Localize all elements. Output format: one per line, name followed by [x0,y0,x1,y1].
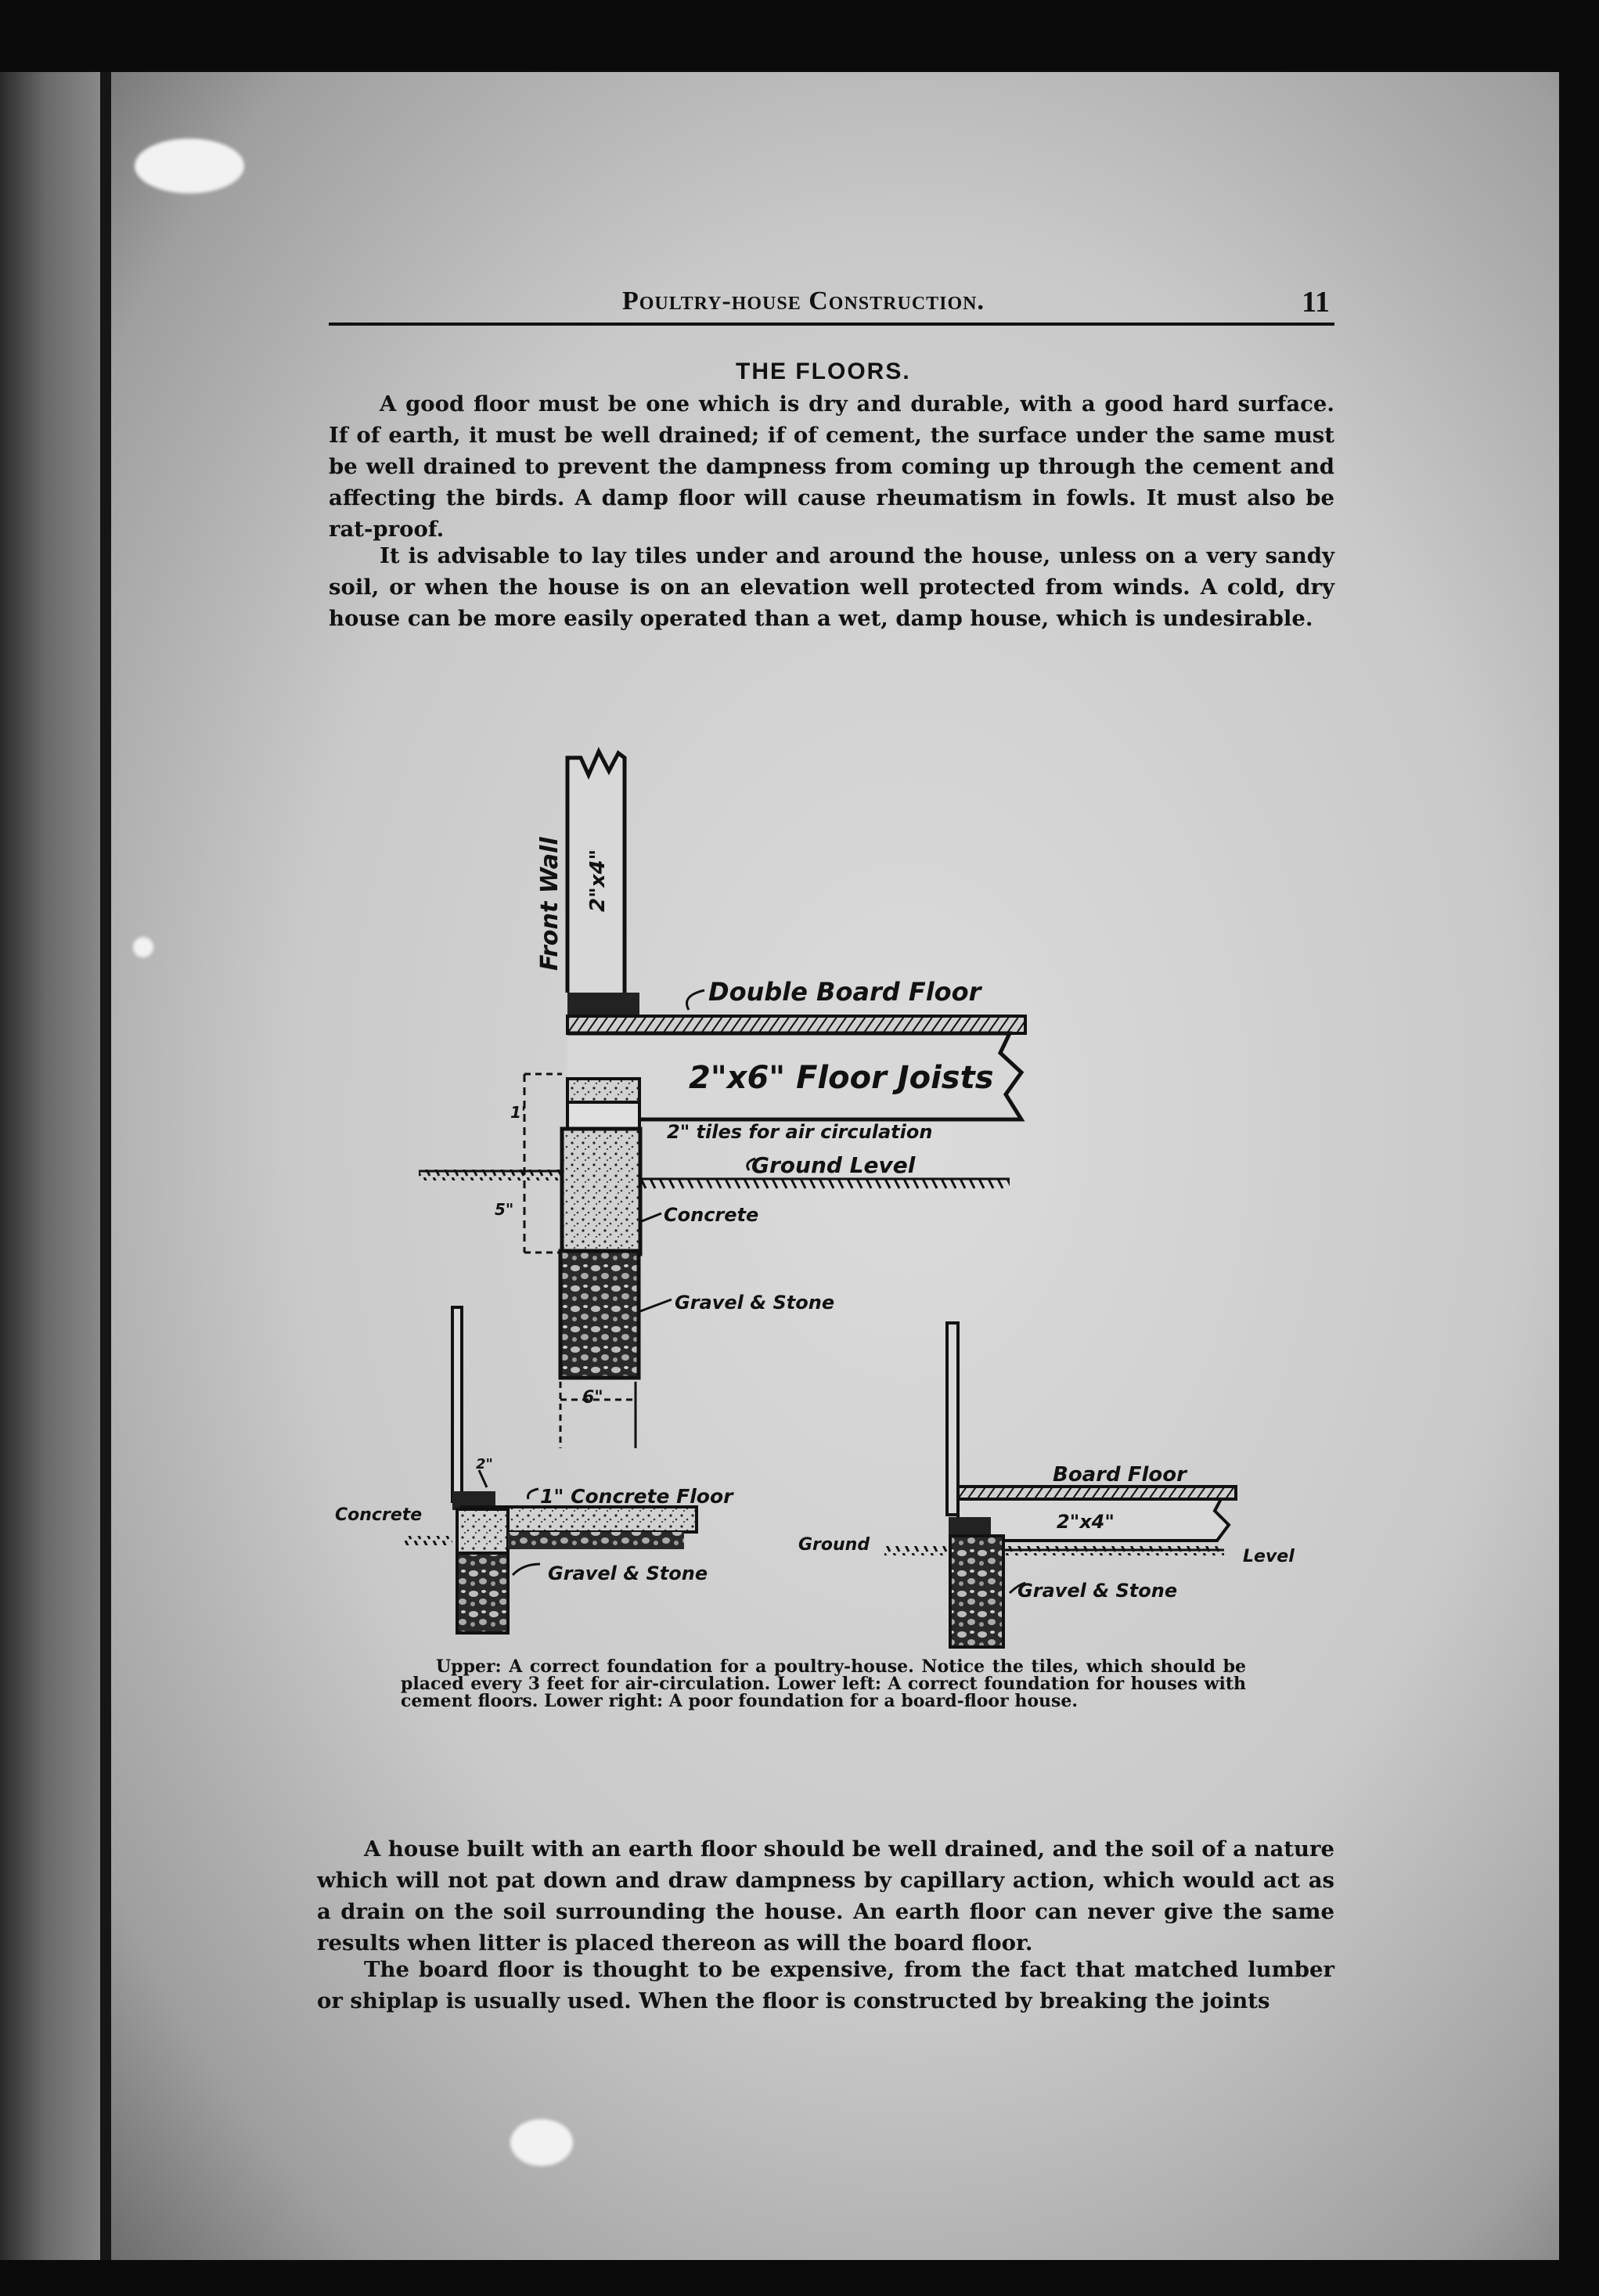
paragraph: It is advisable to lay tiles under and around the house, unless on a very sandy soil, or when the house is on an elevation well protected from winds. A cold, dry house can be more easily operated than a wet, damp house, which is undesirable. [329,543,1334,631]
tile-gap [567,1102,639,1129]
wall-board [947,1323,958,1515]
label-gravel-stone: Gravel & Stone [1017,1580,1178,1602]
lower-right-foundation [798,1323,1295,1647]
dim-label-mid: 5" [495,1200,514,1219]
gravel-footing [560,1251,639,1378]
dim-label-width: 6" [582,1388,603,1408]
label-ground-level: Ground Level [751,1152,916,1178]
sill-block [567,993,639,1016]
lower-left-foundation [335,1307,734,1633]
label-floor-joists: 2"x6" Floor Joists [689,1060,994,1096]
wall-board [452,1307,462,1501]
ground-line-left [884,1546,950,1555]
double-board-floor [567,1016,1025,1033]
running-head: Poultry-house Construction. [622,287,985,315]
label-front-wall: Front Wall [536,837,564,971]
upper-foundation [419,752,1025,1448]
gravel-under-slab [508,1532,684,1549]
concrete-foundation [457,1509,508,1555]
paragraph: A house built with an earth floor should be well drained, and the soil of a nature which will not pat down and draw dampness by capillary action, which would act as a drain on the soil surrounding the house. An earth floor can never give the same results when litter is placed thereon as will the board floor. [317,1836,1334,1955]
label-gravel-stone: Gravel & Stone [675,1292,835,1314]
label-tiles: 2" tiles for air circulation [667,1121,933,1143]
label-board-floor: Board Floor [1053,1463,1187,1487]
label-concrete: Concrete [335,1505,423,1525]
section-title: THE FLOORS. [736,359,911,384]
label-ground: Ground [798,1535,870,1555]
board-floor [958,1487,1236,1499]
paragraph: A good floor must be one which is dry and durable, with a good hard surface. If of earth, it must be well drained; if of cement, the surface under the same must be well drained to prevent the dampness from coming up through the cement and affecting the birds. A damp floor will cause rheumatism in fowls. It must also be rat-proof. [329,391,1334,542]
paragraph: The board floor is thought to be expensive, from the fact that matched lumber or shiplap is usually used. When the floor is constructed by breaking the joints [317,1957,1334,2013]
figure-caption: Upper: A correct foundation for a poultry-house. Notice the tiles, which should be placed every 3 feet for air-circulation. Lower left: A correct foundation for houses with cement floors. Lower right: A poor foundation for a board-floor house. [401,1656,1246,1711]
tile-block [567,1079,639,1102]
ground-line-left [403,1536,452,1545]
label-level: Level [1243,1547,1295,1566]
label-concrete: Concrete [664,1204,759,1226]
gravel-footing [950,1536,1003,1647]
label-gravel-stone: Gravel & Stone [548,1563,708,1584]
dim-label-top: 1' [510,1103,527,1122]
label-double-board-floor: Double Board Floor [708,977,981,1007]
ground-line-right [640,1179,1010,1190]
page-number: 11 [1302,286,1330,319]
dim-label: 2" [476,1456,493,1472]
concrete-foundation [562,1129,640,1254]
label-stud: 2"x4" [586,849,610,912]
label-concrete-floor: 1" Concrete Floor [540,1485,733,1508]
gravel-footing [457,1553,508,1633]
label-stud: 2"x4" [1057,1511,1115,1533]
